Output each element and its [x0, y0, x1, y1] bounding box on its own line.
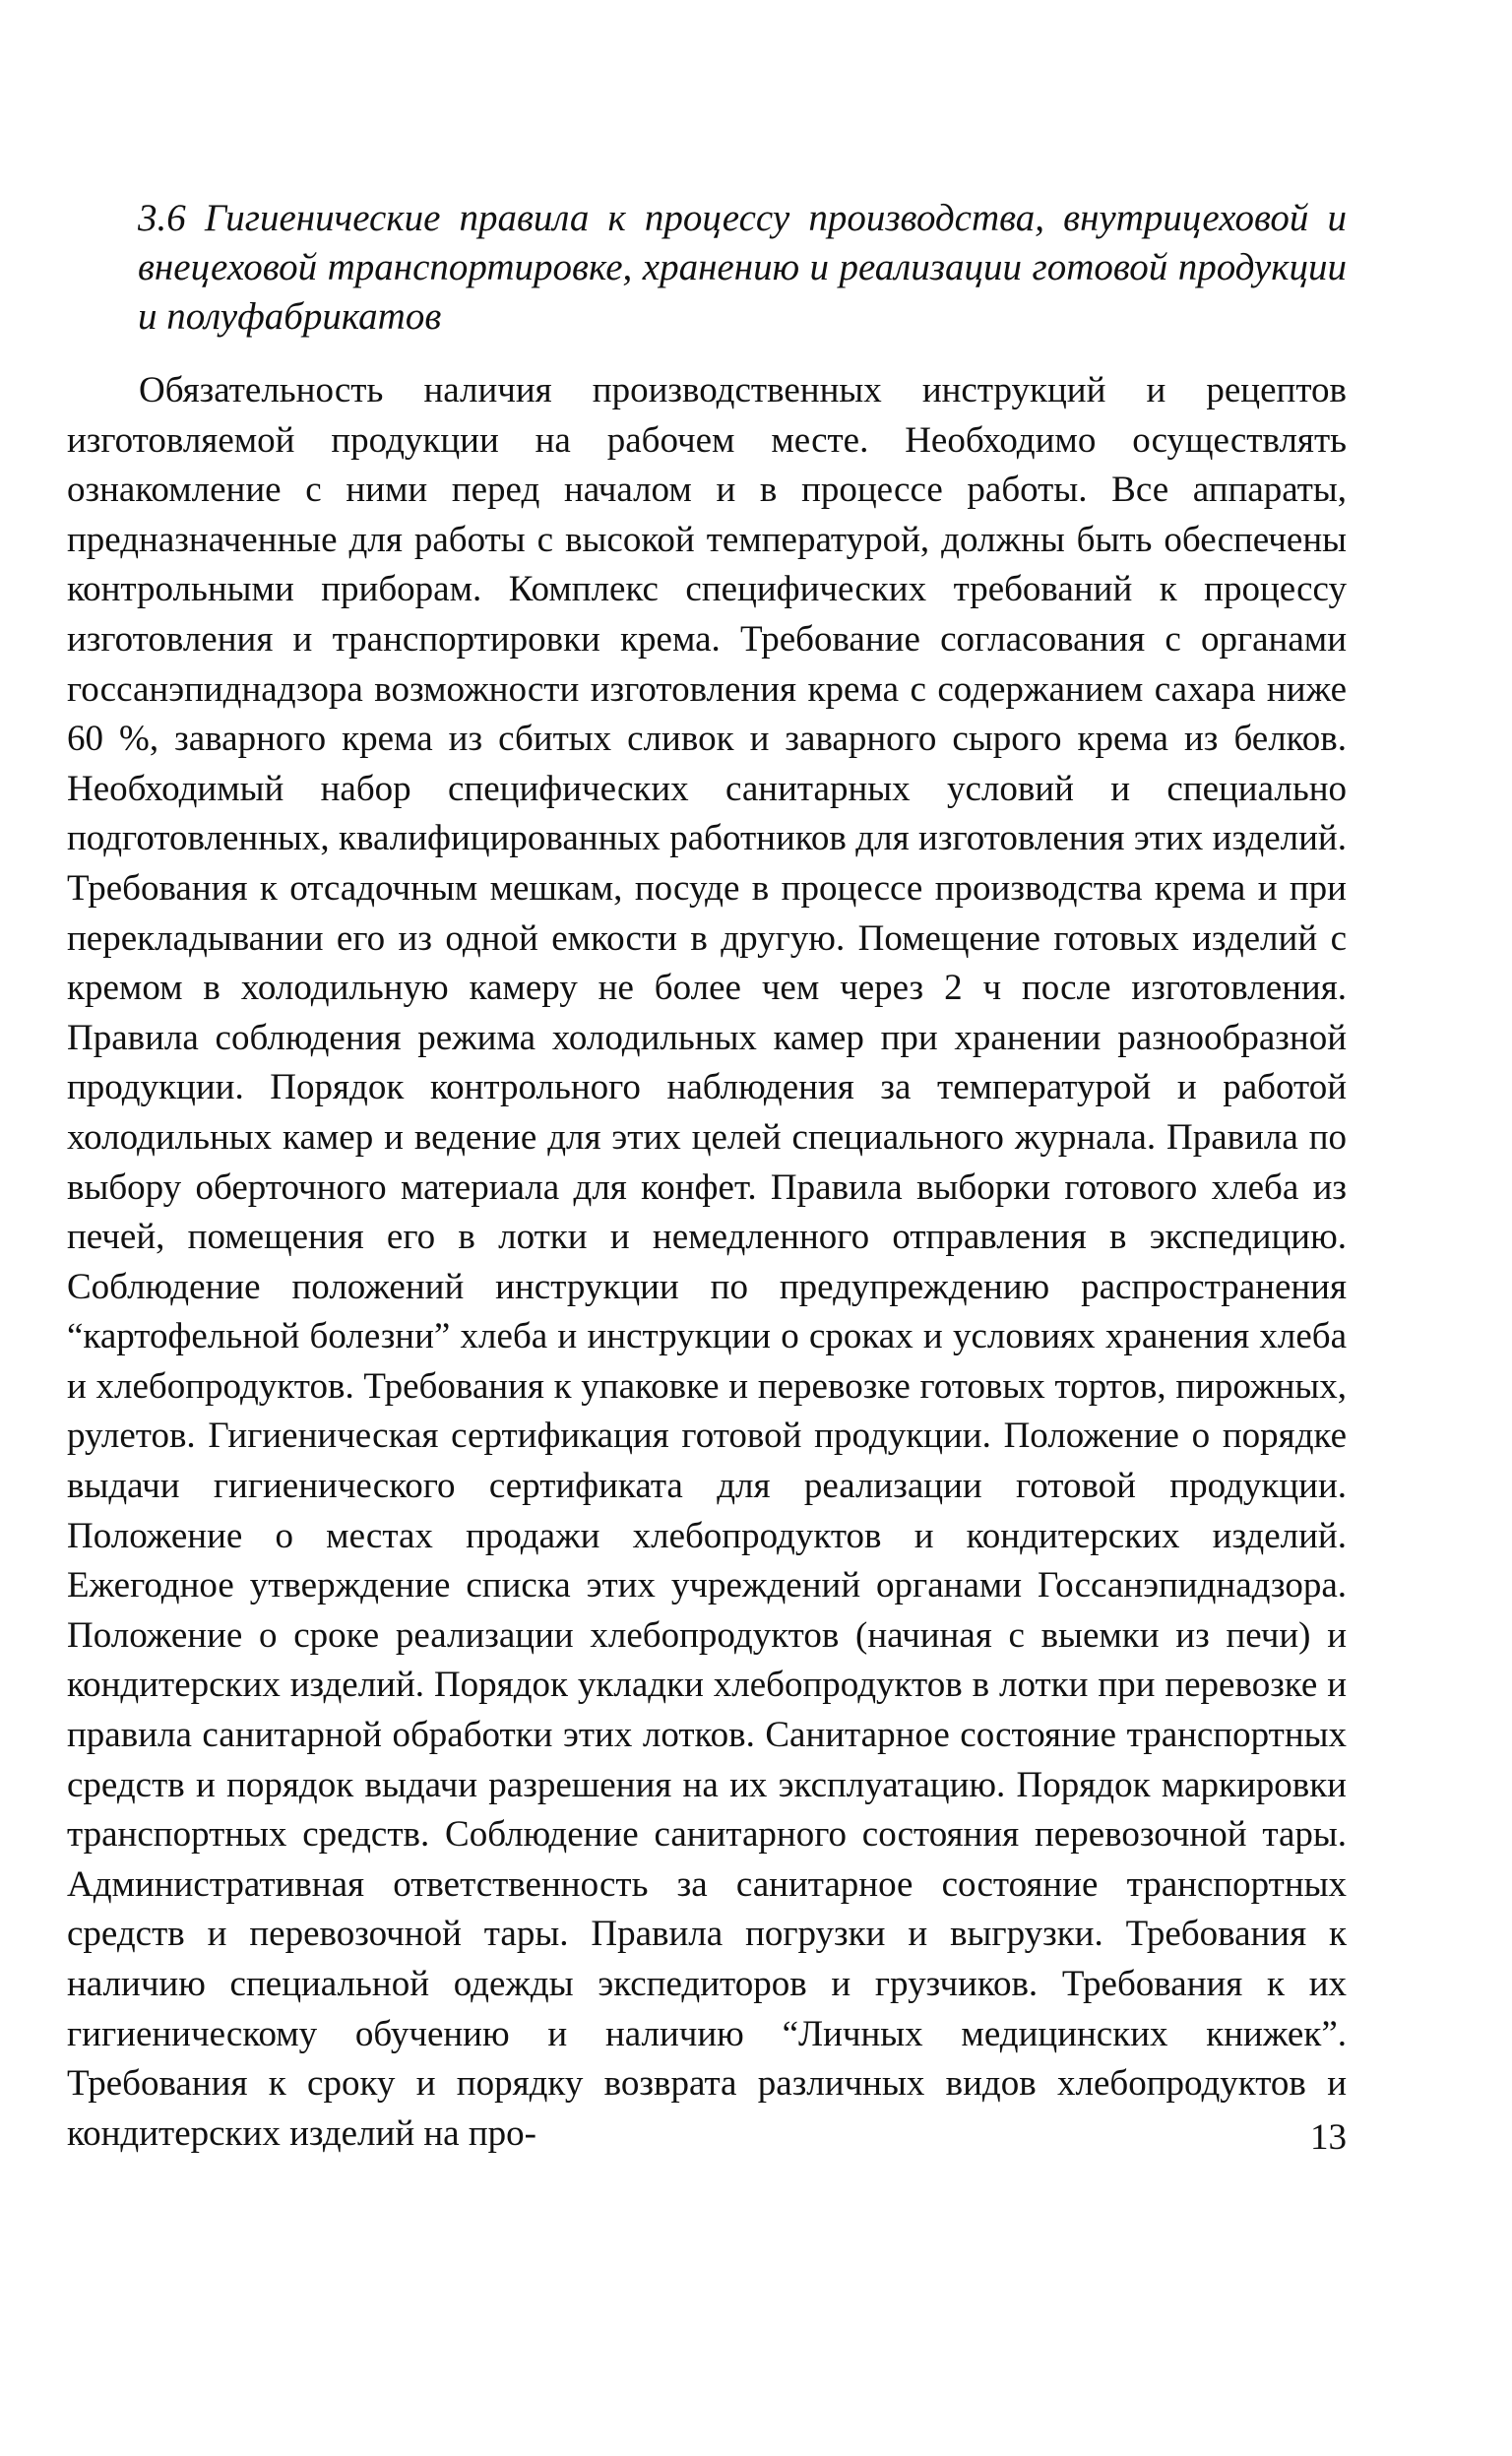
section-heading: 3.6 Гигиенические правила к процессу производства, внутрицеховой и внецеховой транспортировке, хранению и реализации готовой продукции и полуфабрикатов: [138, 197, 1347, 338]
body-paragraph: Обязательность наличия производственных инструкций и рецептов изготовляемой продукции на рабочем месте. Необходимо осуществлять ознакомление с ними перед началом и в процессе работы. Все аппараты, предназначенные для работы с высокой температурой, должны быть обеспечены контрольными приборам. Комплекс специфических требований к процессу изготовления и транспортировки крема. Требование согласования с органами госсанэпиднадзора возможности изготовления крема с содержанием сахара ниже 60 %, заварного крема из сбитых сливок и заварного сырого крема из белков. Необходимый набор специфических санитарных условий и специально подготовленных, квалифицированных работников для изготовления этих изделий. Требования к отсадочным мешкам, посуде в процессе производства крема и при перекладывании его из одной емкости в другую. Помещение готовых изделий с кремом в холодильную камеру не более чем через 2 ч после изготовления. Правила соблюдения режима холодильных камер при хранении разнообразной продукции. Порядок контрольного наблюдения за температурой и работой холодильных камер и ведение для этих целей специального журнала. Правила по выбору оберточного материала для конфет. Правила выборки готового хлеба из печей, помещения его в лотки и немедленного отправления в экспедицию. Соблюдение положений инструкции по предупреждению распространения “картофельной болезни” хлеба и инструкции о сроках и условиях хранения хлеба и хлебопродуктов. Требования к упаковке и перевозке готовых тортов, пирожных, рулетов. Гигиеническая сертификация готовой продукции. Положение о порядке выдачи гигиенического сертификата для реализации готовой продукции. Положение о местах продажи хлебопродуктов и кондитерских изделий. Ежегодное утверждение списка этих учреждений органами Госсанэпиднадзора. Положение о сроке реализации хлебопродуктов (начиная с выемки из печи) и кондитерских изделий. Порядок укладки хлебопродуктов в лотки при перевозке и правила санитарной обработки этих лотков. Санитарное состояние транспортных средств и порядок выдачи разрешения на их эксплуатацию. Порядок маркировки транспортных средств. Соблюдение санитарного состояния перевозочной тары. Административная ответственность за санитарное состояние транспортных средств и перевозочной тары. Правила погрузки и выгрузки. Требования к наличию специальной одежды экспедиторов и грузчиков. Требования к их гигиеническому обучению и наличию “Личных медицинских книжек”. Требования к сроку и порядку возврата различных видов хлебопродуктов и кондитерских изделий на про-: [67, 370, 1347, 2154]
page-number: 13: [1310, 2117, 1347, 2158]
